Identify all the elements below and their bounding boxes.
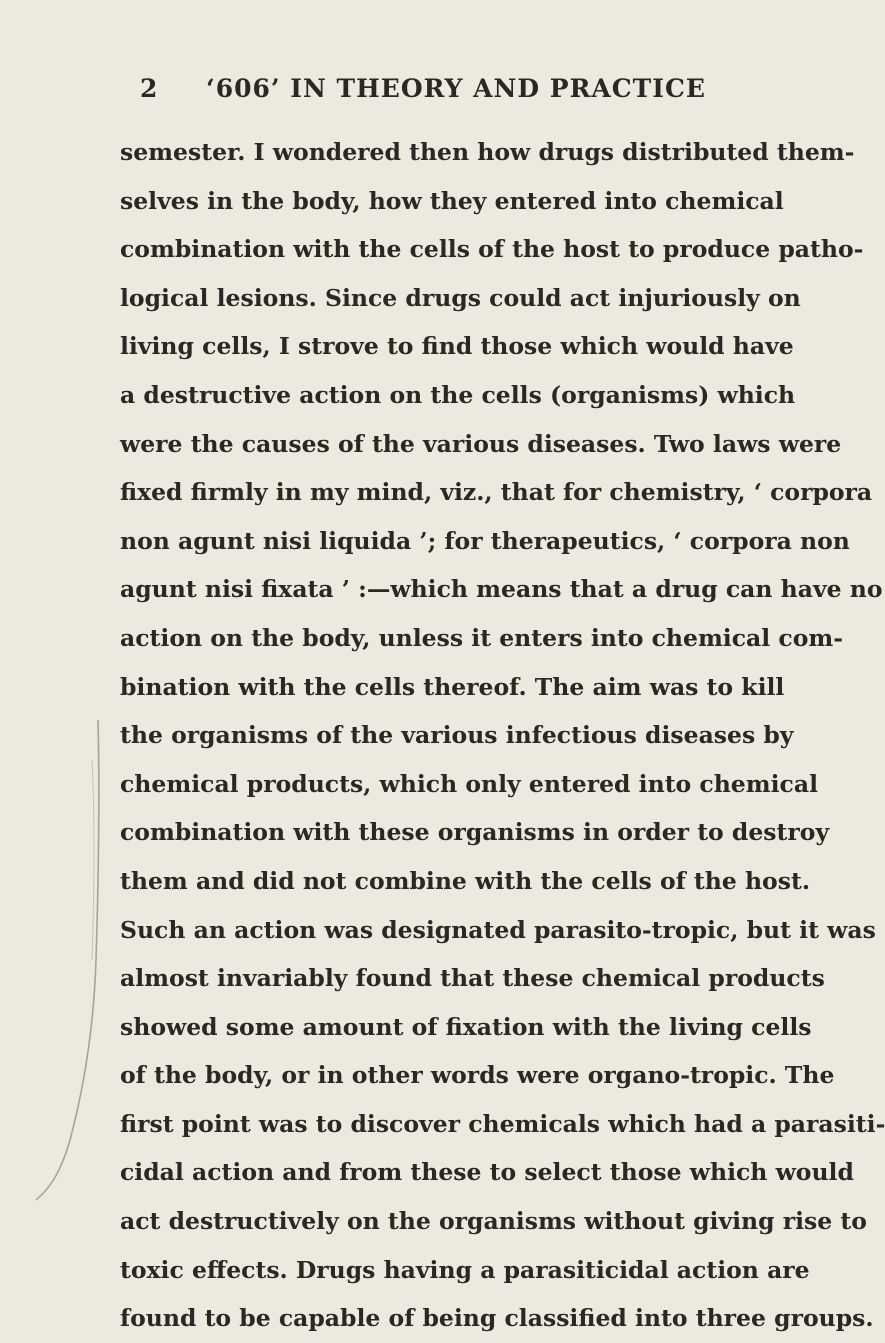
running-head — [140, 70, 760, 110]
text-line: non agunt nisi liquida ’; for therapeutics, ‘ corpora non — [120, 526, 850, 555]
text-line: living cells, I strove to find those which would have — [120, 332, 794, 361]
text-line: combination with these organisms in order to destroy — [120, 818, 830, 847]
text-line: Such an action was designated parasito-tropic, but it was — [120, 915, 876, 944]
text-line: combination with the cells of the host to produce patho- — [120, 235, 864, 264]
text-line: found to be capable of being classified into three groups. — [120, 1304, 874, 1333]
body-paragraph — [120, 128, 885, 1343]
text-line: chemical products, which only entered into chemical — [120, 769, 819, 798]
text-line: cidal action and from these to select those which would — [120, 1158, 854, 1187]
text-line: first point was to discover chemicals which had a parasiti- — [120, 1109, 885, 1138]
text-line: selves in the body, how they entered into chemical — [120, 186, 784, 215]
text-line: semester. I wondered then how drugs distributed them- — [120, 138, 855, 166]
text-line: were the causes of the various diseases. Two laws were — [120, 429, 842, 458]
header-title: ‘606’ IN THEORY AND PRACTICE — [206, 74, 706, 103]
text-line: bination with the cells thereof. The aim was to kill — [120, 672, 785, 701]
text-line: act destructively on the organisms without giving rise to — [120, 1207, 867, 1236]
text-line: of the body, or in other words were organo-tropic. The — [120, 1061, 835, 1090]
text-line: a destructive action on the cells (organisms) which — [120, 380, 796, 409]
text-line: action on the body, unless it enters into chemical com- — [120, 623, 843, 652]
page-number: 2 — [140, 74, 159, 103]
text-line: toxic effects. Drugs having a parasiticidal action are — [120, 1255, 810, 1284]
text-line: the organisms of the various infectious diseases by — [120, 721, 794, 750]
text-line: fixed firmly in my mind, viz., that for chemistry, ‘ corpora — [120, 478, 873, 507]
page-curl-shadow — [0, 0, 140, 1336]
text-line: agunt nisi fixata ’ :—which means that a drug can have no — [120, 575, 883, 604]
text-line: them and did not combine with the cells of the host. — [120, 866, 811, 895]
text-line: logical lesions. Since drugs could act injuriously on — [120, 283, 801, 312]
text-line: almost invariably found that these chemical products — [120, 964, 825, 993]
text-line: showed some amount of fixation with the living cells — [120, 1012, 812, 1041]
